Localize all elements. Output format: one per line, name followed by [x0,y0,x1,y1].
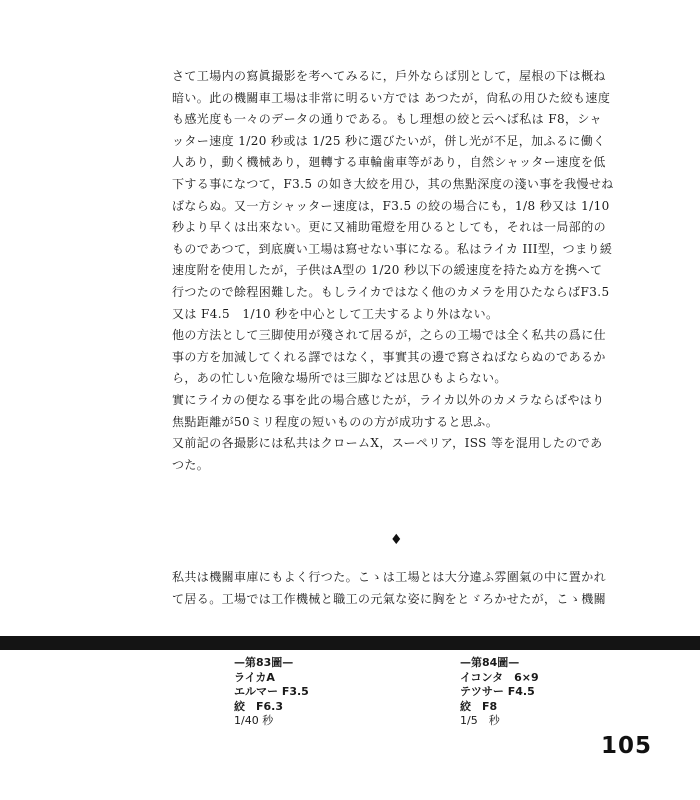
text-line: 秒より早くは出來ない。更に又補助電燈を用ひるとしても，それは一局部的の [172,220,607,235]
caption-aperture: 絞 F8 [460,699,498,713]
text-line: 人あり，動く機械あり，廻轉する車輪歯車等があり，自然シャッター速度を低 [172,155,606,170]
caption-shutter: 1/40 秒 [234,714,274,727]
text-line: も感光度も一々のデータの通りである。もし理想の絞と云へば私は F8，シャ [172,112,602,127]
caption-lens: エルマー F3.5 [234,685,309,698]
text-line: 他の方法として三脚使用が殘されて居るが，之らの工場では全く私共の爲に仕 [172,328,607,343]
caption-camera: イコンタ 6×9 [460,670,539,684]
caption-shutter: 1/5 秒 [460,714,500,727]
figure-caption-83 [234,656,309,729]
text-line: つた。 [172,457,210,472]
text-line: さて工場内の寫眞撮影を考へてみるに，戶外ならば別として，屋根の下は概ね [172,69,606,83]
caption-lens: テツサー F4.5 [460,685,535,698]
text-line: 又前記の各撮影には私共はクロームX，スーペリア，ISS 等を混用したのであ [172,436,603,451]
caption-aperture: 絞 F6.3 [234,699,284,713]
text-line: 暗い。此の機關車工場は非常に明るい方では あつたが，尙私の用ひた絞も速度 [172,90,611,105]
body-text-main [172,66,612,476]
text-line: 焦點距離が50ミリ程度の短いものの方が成功すると思ふ。 [172,414,499,429]
text-line: ッター速度 1/20 秒或は 1/25 秒に選びたいが，併し光が不足，加ふるに働く [172,133,606,148]
caption-camera: ライカA [234,670,275,684]
text-line: ものであつて，到底廣い工場は寫せない事になる。私はライカ III型，つまり緩 [172,241,613,256]
page-number: 105 [601,733,653,759]
text-line: 事の方を加減してくれる譯ではなく，事實其の邊で寫さねばならぬのであるか [172,349,606,364]
text-line: ばならぬ。又一方シャッター速度は，F3.5 の絞の場合にも，1/8 秒又は 1/10 [172,198,610,213]
text-line: て居る。工場では工作機械と職工の元氣な姿に胸をとゞろかせたが，こゝ機關 [172,592,607,606]
body-text-continued [172,566,612,610]
caption-title: —第83圖— [234,656,294,669]
text-line: 行つたので餘程困難した。もしライカではなく他のカメラを用ひたならばF3.5 [172,284,610,299]
text-line: 又は F4.5 1/10 秒を中心として工夫するより外はない。 [172,306,499,321]
section-break-ornament: ♦ [390,532,403,548]
caption-title: —第84圖— [460,656,520,669]
text-line: 私共は機關車庫にもよく行つた。こゝは工場とは大分違ふ雰圍氣の中に置かれ [172,570,607,584]
text-line: 下する事になつて，F3.5 の如き大絞を用ひ，其の焦點深度の淺い事を我慢せね [172,176,614,191]
black-divider-bar [0,636,700,650]
text-line: 速度附を使用したが，子供はA型の 1/20 秒以下の緩速度を持たぬ方を携へて [172,263,603,278]
text-line: 實にライカの便なる事を此の場合感じたが，ライカ以外のカメラならばやはり [172,392,605,407]
figure-caption-84 [460,656,539,729]
text-line: ら，あの忙しい危險な場所では三脚などは思ひもよらない。 [172,371,507,386]
